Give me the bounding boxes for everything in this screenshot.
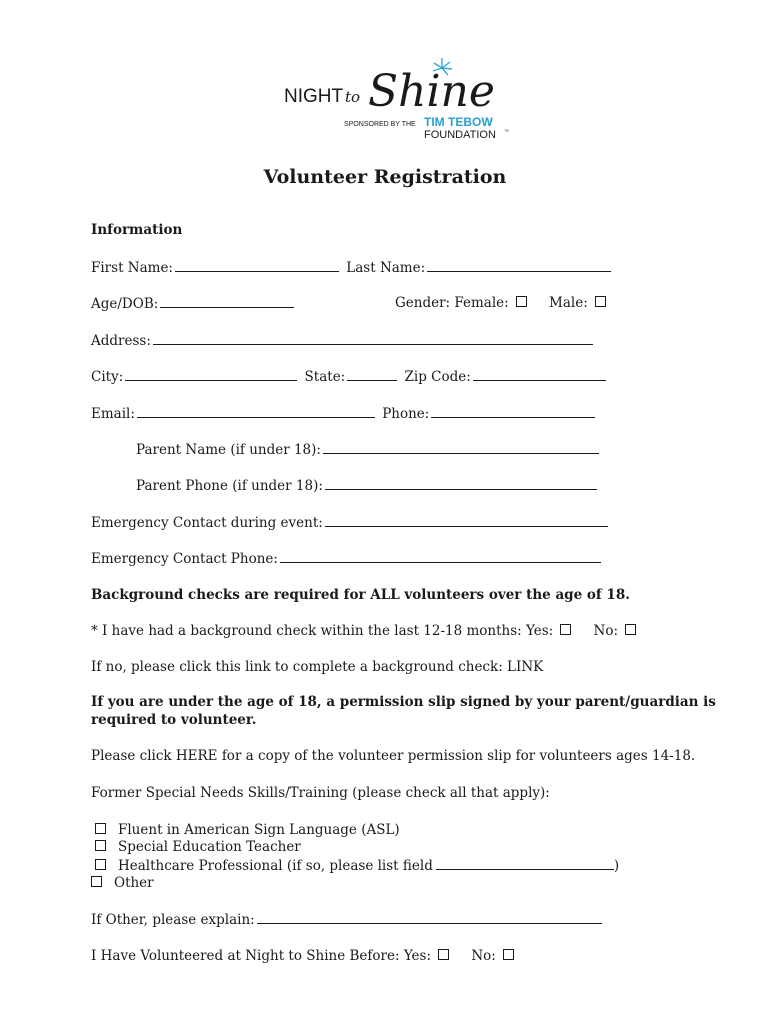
age-gender-row xyxy=(91,294,297,313)
emergency-phone-field[interactable] xyxy=(280,549,601,563)
background-link-text[interactable]: If no, please click this link to complete a background check: LINK xyxy=(91,659,544,675)
night-to-shine-logo xyxy=(282,58,522,142)
background-question-row xyxy=(91,622,636,640)
female-checkbox[interactable] xyxy=(516,296,527,307)
permission-link-text[interactable]: Please click HERE for a copy of the volunteer permission slip for volunteers ages 14-18. xyxy=(91,748,696,764)
phone-field[interactable] xyxy=(431,404,595,418)
age-dob-field[interactable] xyxy=(160,294,294,308)
state-label: State: xyxy=(304,369,346,385)
skills-heading: Former Special Needs Skills/Training (please check all that apply): xyxy=(91,785,550,801)
logo-night-text: NIGHT xyxy=(284,86,344,107)
skill-asl-checkbox[interactable] xyxy=(95,823,106,834)
background-no-checkbox[interactable] xyxy=(625,624,636,635)
city-field[interactable] xyxy=(125,367,297,381)
parent-name-row xyxy=(136,440,602,459)
skill-item-special-ed xyxy=(95,838,301,856)
name-row xyxy=(91,258,614,277)
volunteered-yes-checkbox[interactable] xyxy=(438,949,449,960)
background-no-label: No: xyxy=(593,623,619,639)
city-state-zip-row xyxy=(91,367,609,386)
phone-label: Phone: xyxy=(382,406,430,422)
volunteered-before-row xyxy=(91,947,514,965)
parent-phone-label: Parent Phone (if under 18): xyxy=(136,478,323,494)
zip-field[interactable] xyxy=(473,367,606,381)
address-row xyxy=(91,331,596,350)
skill-special-ed-checkbox[interactable] xyxy=(95,840,106,851)
skill-special-ed-label: Special Education Teacher xyxy=(118,839,301,855)
other-explain-label: If Other, please explain: xyxy=(91,912,255,928)
other-explain-field[interactable] xyxy=(257,910,602,924)
emergency-contact-label: Emergency Contact during event: xyxy=(91,515,323,531)
state-field[interactable] xyxy=(347,367,397,381)
logo-to-text: to xyxy=(345,88,361,106)
skill-item-healthcare xyxy=(95,856,619,875)
skill-item-asl xyxy=(95,821,400,839)
email-phone-row xyxy=(91,404,598,423)
volunteered-no-label: No: xyxy=(471,948,496,964)
age-dob-label: Age/DOB: xyxy=(91,296,159,312)
background-heading: Background checks are required for ALL volunteers over the age of 18. xyxy=(91,587,630,603)
logo-shine-text: Shine xyxy=(368,66,495,117)
background-yes-checkbox[interactable] xyxy=(560,624,571,635)
permission-heading-line-2: required to volunteer. xyxy=(91,712,257,728)
healthcare-close-paren: ) xyxy=(613,858,620,874)
last-name-field[interactable] xyxy=(427,258,611,272)
emergency-contact-row xyxy=(91,513,611,532)
gender-female-label: Gender: Female: xyxy=(395,295,509,311)
first-name-field[interactable] xyxy=(175,258,339,272)
logo-tm-text: ™ xyxy=(504,129,509,135)
first-name-label: First Name: xyxy=(91,260,173,276)
email-field[interactable] xyxy=(137,404,375,418)
city-label: City: xyxy=(91,369,124,385)
parent-name-label: Parent Name (if under 18): xyxy=(136,442,321,458)
skill-healthcare-checkbox[interactable] xyxy=(95,859,106,870)
skill-other-checkbox[interactable] xyxy=(91,876,102,887)
skill-healthcare-label: Healthcare Professional (if so, please list field xyxy=(118,858,433,874)
parent-phone-row xyxy=(136,476,600,495)
section-information: Information xyxy=(91,222,183,238)
emergency-phone-row xyxy=(91,549,604,568)
zip-label: Zip Code: xyxy=(404,369,471,385)
skill-item-other xyxy=(91,874,154,892)
permission-heading-line-1: If you are under the age of 18, a permission slip signed by your parent/guardian is xyxy=(91,694,716,710)
parent-name-field[interactable] xyxy=(323,440,599,454)
logo-foundation-text: FOUNDATION xyxy=(424,129,496,141)
address-field[interactable] xyxy=(153,331,593,345)
skill-asl-label: Fluent in American Sign Language (ASL) xyxy=(118,822,400,838)
skill-other-label: Other xyxy=(114,875,154,891)
last-name-label: Last Name: xyxy=(346,260,426,276)
parent-phone-field[interactable] xyxy=(325,476,597,490)
background-question-label: * I have had a background check within the last 12-18 months: Yes: xyxy=(91,623,554,639)
emergency-phone-label: Emergency Contact Phone: xyxy=(91,551,278,567)
page-title: Volunteer Registration xyxy=(263,166,507,188)
address-label: Address: xyxy=(91,333,151,349)
gender-group xyxy=(395,294,606,312)
emergency-contact-field[interactable] xyxy=(325,513,608,527)
volunteered-before-label: I Have Volunteered at Night to Shine Before: Yes: xyxy=(91,948,432,964)
other-explain-row xyxy=(91,910,605,929)
logo-sponsored-text: SPONSORED BY THE xyxy=(344,121,416,128)
email-label: Email: xyxy=(91,406,135,422)
logo-tim-tebow-text: TIM TEBOW xyxy=(424,115,493,129)
gender-male-label: Male: xyxy=(549,295,588,311)
male-checkbox[interactable] xyxy=(595,296,606,307)
healthcare-field[interactable] xyxy=(436,856,614,870)
volunteered-no-checkbox[interactable] xyxy=(503,949,514,960)
